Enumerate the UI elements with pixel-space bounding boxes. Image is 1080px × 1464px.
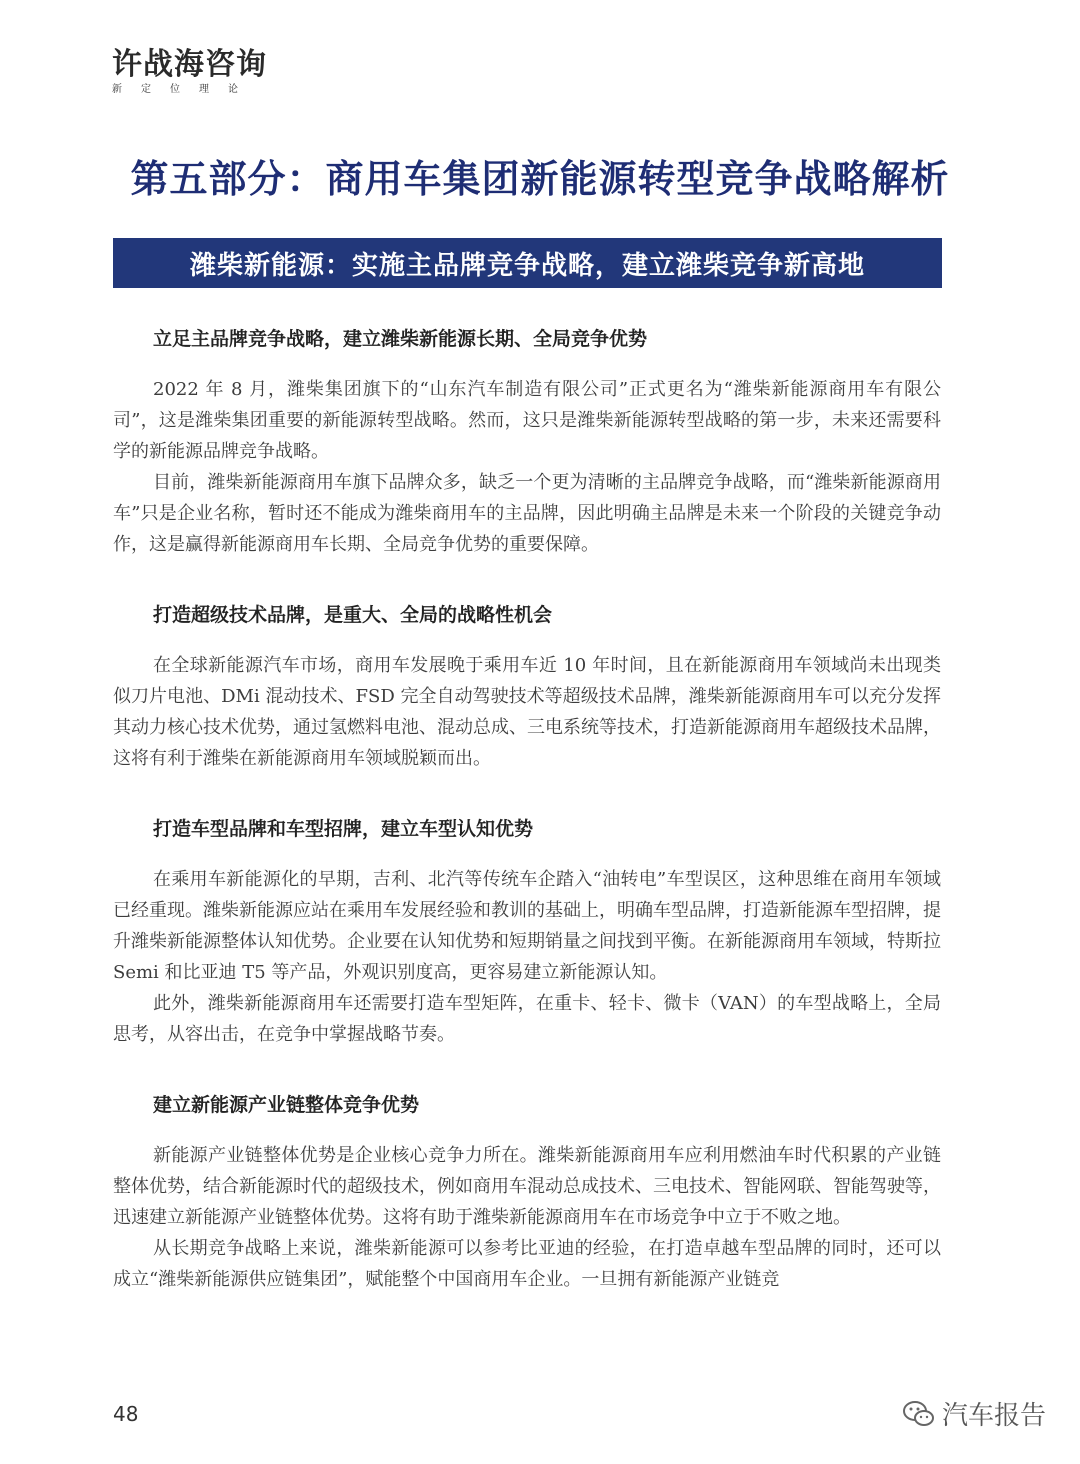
article-body <box>113 322 941 1333</box>
section <box>113 322 941 560</box>
section-heading: 打造车型品牌和车型招牌，建立车型认知优势 <box>153 818 534 840</box>
logo-title: 许战海咨询 <box>112 47 267 82</box>
paragraph: 在乘用车新能源化的早期，吉利、北汽等传统车企踏入“油转电”车型误区，这种思维在商用车领域已经重现。潍柴新能源应站在乘用车发展经验和教训的基础上，明确车型品牌，打造新能源车型招牌，提升潍柴新能源整体认知优势。企业要在认知优势和短期销量之间找到平衡。在新能源商用车领域，特斯拉 Semi 和比亚迪 T5 等产品，外观识别度高，更容易建立新能源认知。 <box>113 869 941 983</box>
watermark-text: 汽车报告 <box>941 1401 1046 1431</box>
section <box>113 598 941 774</box>
paragraph: 2022 年 8 月，潍柴集团旗下的“山东汽车制造有限公司”正式更名为“潍柴新能源商用车有限公司”，这是潍柴集团重要的新能源转型战略。然而，这只是潍柴新能源转型战略的第一步，未来还需要科学的新能源品牌竞争战略。 <box>113 379 941 462</box>
paragraph: 从长期竞争战略上来说，潍柴新能源可以参考比亚迪的经验，在打造卓越车型品牌的同时，还可以成立“潍柴新能源供应链集团”，赋能整个中国商用车企业。一旦拥有新能源产业链竞 <box>113 1238 941 1290</box>
paragraph: 目前，潍柴新能源商用车旗下品牌众多，缺乏一个更为清晰的主品牌竞争战略，而“潍柴新能源商用车”只是企业名称，暂时还不能成为潍柴商用车的主品牌，因此明确主品牌是未来一个阶段的关键竞争动作，这是赢得新能源商用车长期、全局竞争优势的重要保障。 <box>113 472 941 555</box>
publisher-logo <box>112 48 267 96</box>
section <box>113 1088 941 1295</box>
paragraph: 新能源产业链整体优势是企业核心竞争力所在。潍柴新能源商用车应利用燃油车时代积累的产业链整体优势，结合新能源时代的超级技术，例如商用车混动总成技术、三电技术、智能网联、智能驾驶等，迅速建立新能源产业链整体优势。这将有助于潍柴新能源商用车在市场竞争中立于不败之地。 <box>113 1145 941 1228</box>
logo-tagline: 新定位理论 <box>112 84 257 95</box>
section-banner: 潍柴新能源：实施主品牌竞争战略，建立潍柴竞争新高地 <box>113 238 942 288</box>
section-heading: 打造超级技术品牌，是重大、全局的战略性机会 <box>153 604 553 626</box>
wechat-icon <box>902 1399 936 1429</box>
paragraph: 此外，潍柴新能源商用车还需要打造车型矩阵，在重卡、轻卡、微卡（VAN）的车型战略上，全局思考，从容出击，在竞争中掌握战略节奏。 <box>113 993 941 1045</box>
section-heading: 建立新能源产业链整体竞争优势 <box>153 1094 420 1116</box>
page-title: 第五部分：商用车集团新能源转型竞争战略解析 <box>130 157 950 201</box>
section <box>113 812 941 1050</box>
paragraph: 在全球新能源汽车市场，商用车发展晚于乘用车近 10 年时间，且在新能源商用车领域尚未出现类似刀片电池、DMi 混动技术、FSD 完全自动驾驶技术等超级技术品牌，潍柴新能源商用车可以充分发挥其动力核心技术优势，通过氢燃料电池、混动总成、三电系统等技术，打造新能源商用车超级技术品牌，这将有利于潍柴在新能源商用车领域脱颖而出。 <box>113 655 941 769</box>
watermark <box>902 1395 1046 1432</box>
page-number: 48 <box>113 1402 139 1426</box>
section-heading: 立足主品牌竞争战略，建立潍柴新能源长期、全局竞争优势 <box>153 328 648 350</box>
